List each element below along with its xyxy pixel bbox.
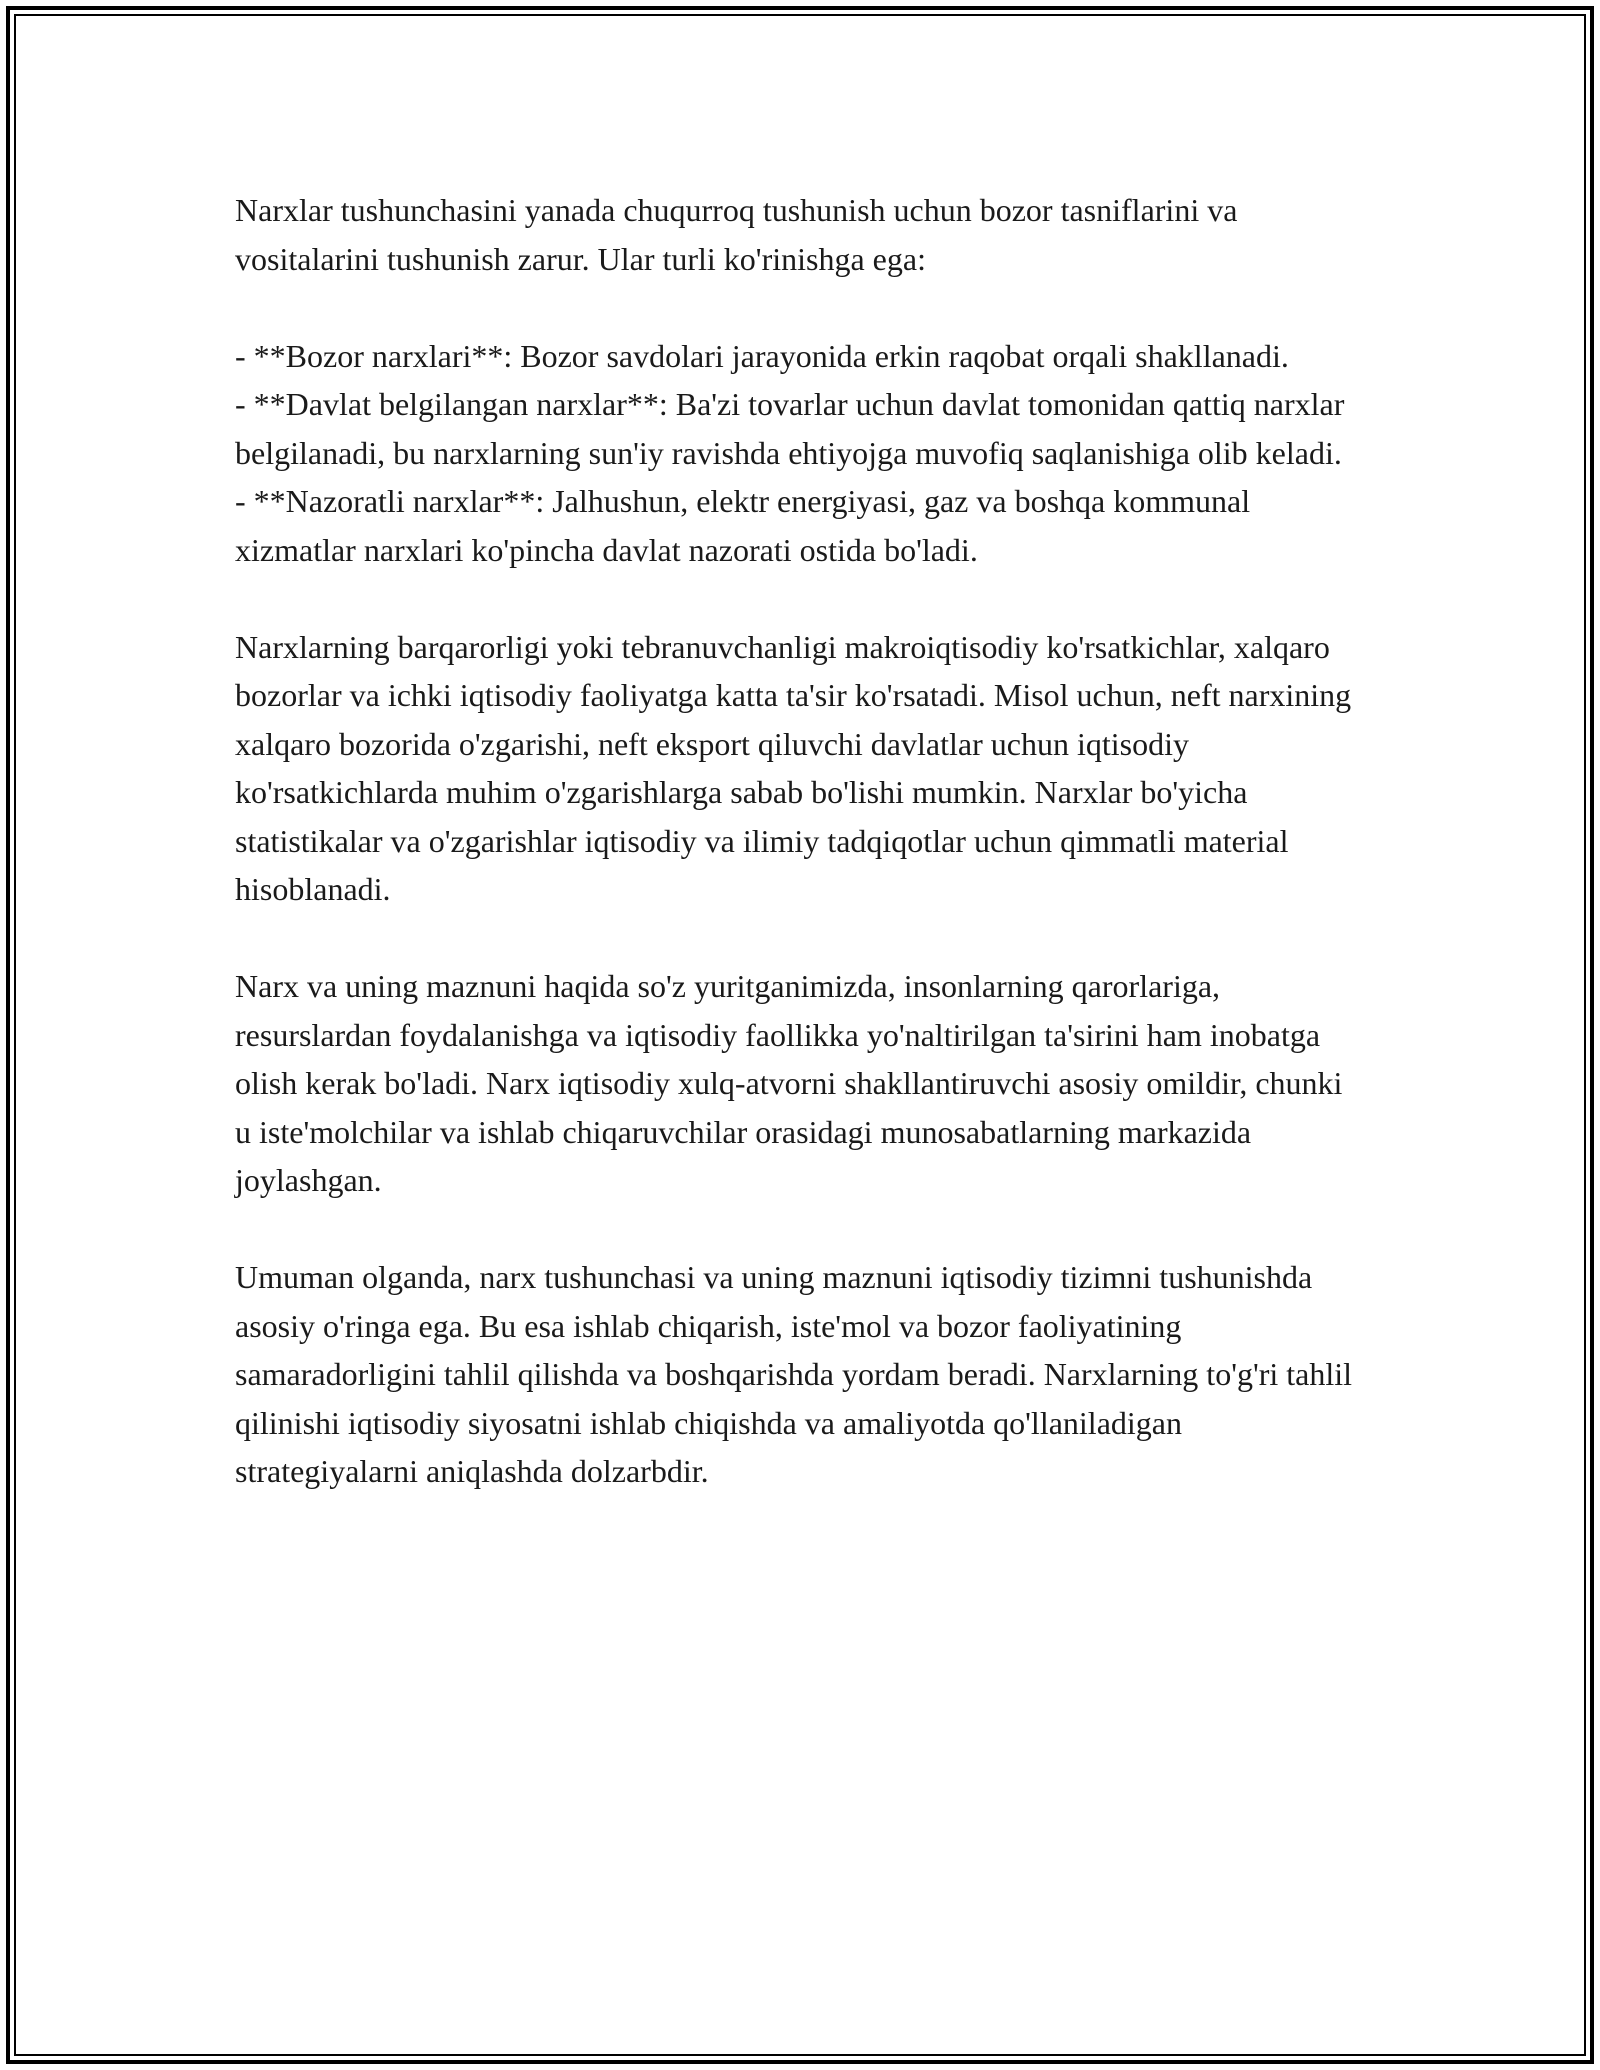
conclusion-paragraph: Umuman olganda, narx tushunchasi va uning maznuni iqtisodiy tizimni tushunishda asosiy o'ringa ega. Bu esa ishlab chiqarish, iste'mol va bozor faoliyatining samaradorligini tahlil qilishda va boshqarishda yordam beradi. Narxlarning to'g'ri tahlil qilinishi iqtisodiy siyosatni ishlab chiqishda va amaliyotda qo'llaniladigan strategiyalarni aniqlashda dolzarbdir. <box>235 1259 1353 1489</box>
list-item-controlled-prices: - **Nazoratli narxlar**: Jalhushun, elektr energiyasi, gaz va boshqa kommunal xizmatlar narxlari ko'pincha davlat nazorati ostida bo'ladi. <box>235 483 1251 568</box>
price-types-list <box>235 332 1365 575</box>
price-stability-paragraph: Narxlarning barqarorligi yoki tebranuvchanligi makroiqtisodiy ko'rsatkichlar, xalqaro bozorlar va ichki iqtisodiy faoliyatga katta ta'sir ko'rsatadi. Misol uchun, neft narxining xalqaro bozorida o'zgarishi, neft eksport qiluvchi davlatlar uchun iqtisodiy ko'rsatkichlarda muhim o'zgarishlarga sabab bo'lishi mumkin. Narxlar bo'yicha statistikalar va o'zgarishlar iqtisodiy va ilimiy tadqiqotlar uchun qimmatli material hisoblanadi. <box>235 628 1352 907</box>
intro-paragraph: Narxlar tushunchasini yanada chuqurroq tushunish uchun bozor tasniflarini va vositalarini tushunish zarur. Ular turli ko'rinishga ega: <box>235 192 1238 277</box>
list-item-market-prices: - **Bozor narxlari**: Bozor savdolari jarayonida erkin raqobat orqali shakllanadi. <box>235 337 1289 374</box>
list-item-state-prices: - **Davlat belgilangan narxlar**: Ba'zi tovarlar uchun davlat tomonidan qattiq narxlar belgilanadi, bu narxlarning sun'iy ravishda ehtiyojga muvofiq saqlanishiga olib keladi. <box>235 386 1345 471</box>
document-body <box>235 186 1365 1544</box>
price-meaning-paragraph: Narx va uning maznuni haqida so'z yuritganimizda, insonlarning qarorlariga, resurslardan foydalanishga va iqtisodiy faollikka yo'naltirilgan ta'sirini ham inobatga olish kerak bo'ladi. Narx iqtisodiy xulq-atvorni shakllantiruvchi asosiy omildir, chunki u iste'molchilar va ishlab chiqaruvchilar orasidagi munosabatlarning markazida joylashgan. <box>235 968 1343 1198</box>
